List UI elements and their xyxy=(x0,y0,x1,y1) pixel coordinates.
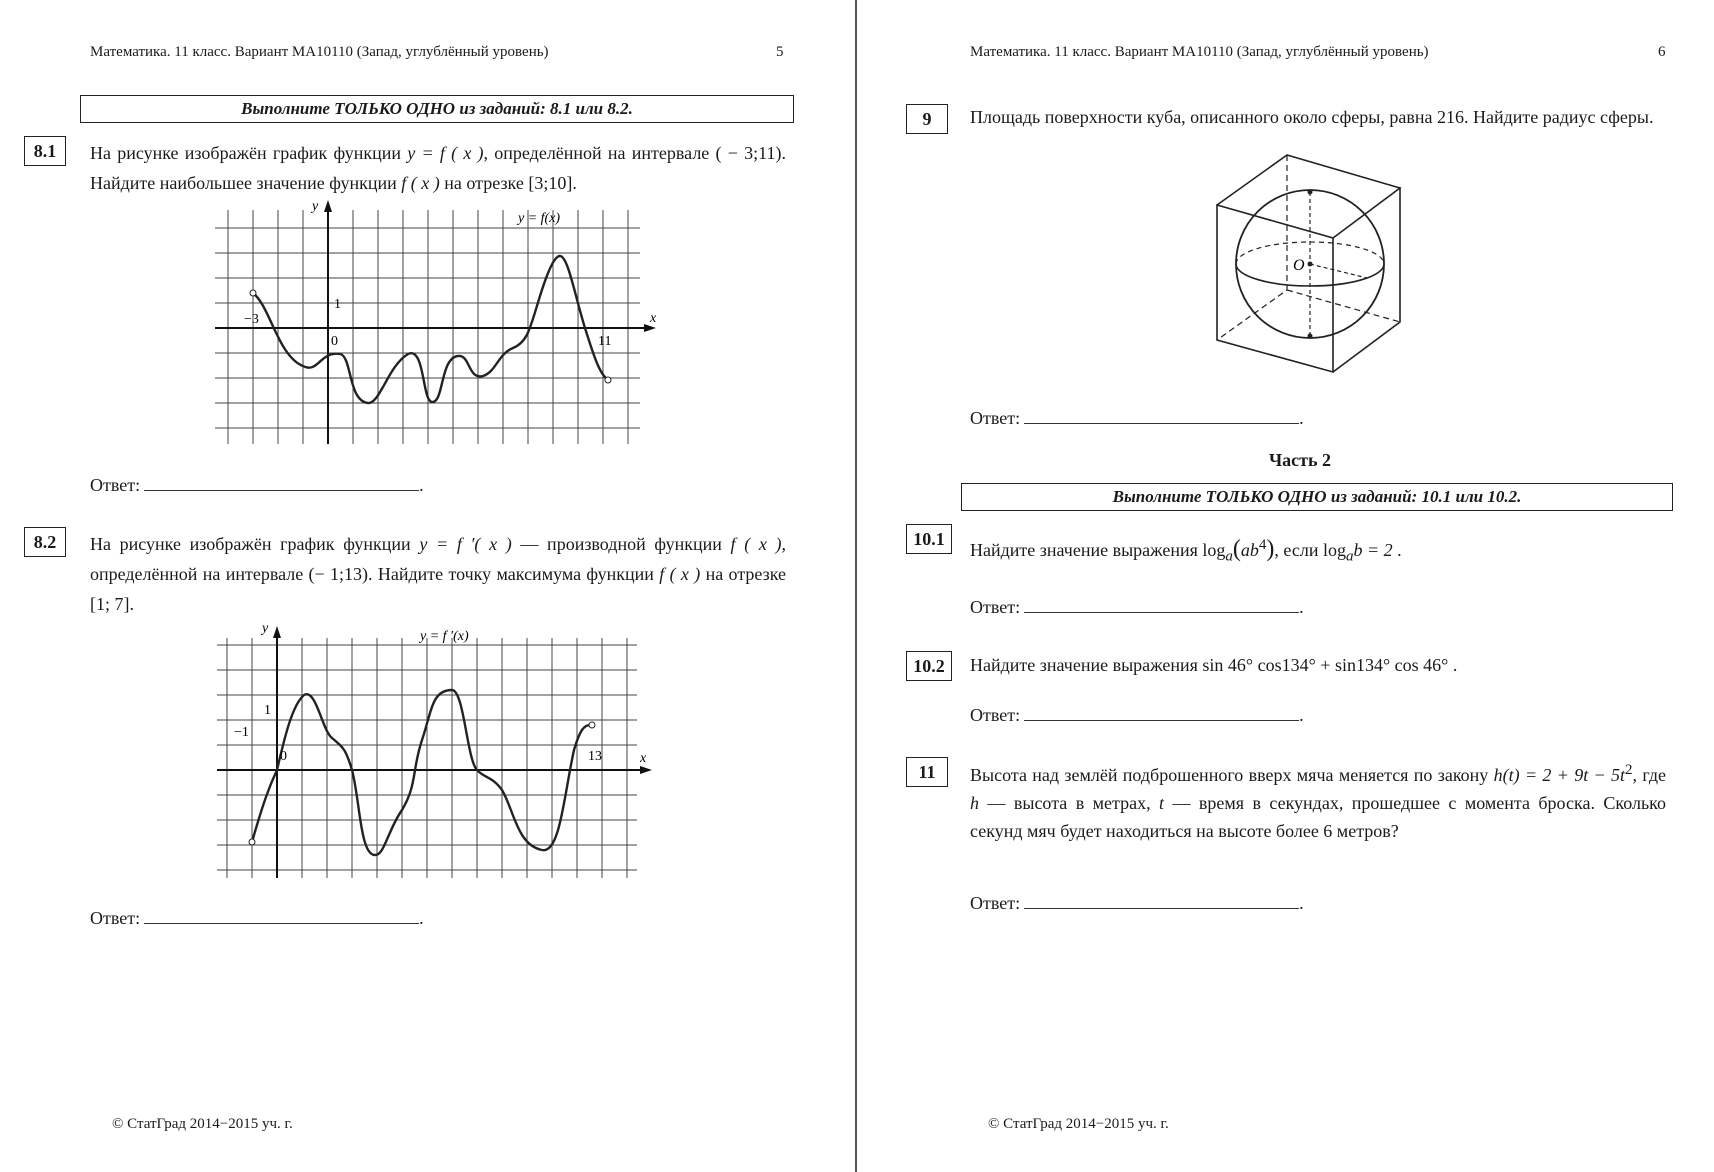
instruction-box: Выполните ТОЛЬКО ОДНО из заданий: 10.1 или 10.2. xyxy=(961,483,1673,511)
text: на отрезке xyxy=(439,173,529,193)
text: . xyxy=(1448,655,1458,675)
answer-10-2 xyxy=(970,702,1304,726)
interval: ( − 3;11) xyxy=(715,143,782,163)
text: . xyxy=(1392,540,1402,560)
cube-sphere-figure xyxy=(1207,150,1427,380)
exponent: 4 xyxy=(1258,537,1267,553)
task-number-10-2: 10.2 xyxy=(906,651,952,681)
text: на отрезке xyxy=(700,564,787,584)
axis-label-x: x xyxy=(640,751,647,766)
text: На рисунке изображён график функции xyxy=(90,143,408,163)
text: . Найдите наибольшее значение функции xyxy=(90,143,786,193)
variable: h xyxy=(970,793,979,813)
formula: y = f ( x ) xyxy=(407,143,484,163)
formula: f ( x ) xyxy=(659,564,701,584)
graph-8-2 xyxy=(212,620,660,882)
answer-label: Ответ: xyxy=(970,597,1021,617)
task-8-1-text xyxy=(90,138,786,198)
task-number-9: 9 xyxy=(906,104,948,134)
tick-label: 0 xyxy=(331,334,338,349)
paren: ) xyxy=(1266,536,1275,562)
text: , где xyxy=(1632,765,1666,785)
tick-label: −1 xyxy=(234,725,249,740)
text: , если xyxy=(1274,540,1323,560)
text: . xyxy=(1299,705,1304,725)
open-endpoint-right xyxy=(589,722,595,728)
answer-label: Ответ: xyxy=(90,908,141,928)
task-10-2-text xyxy=(970,650,1666,680)
answer-10-1 xyxy=(970,594,1304,618)
formula: h(t) = 2 + 9t − 5t xyxy=(1493,765,1626,785)
log: log xyxy=(1322,540,1346,560)
axis-label-y: y xyxy=(312,199,319,214)
right-page xyxy=(857,0,1714,1172)
page-number: 6 xyxy=(1658,44,1666,60)
answer-label: Ответ: xyxy=(90,475,141,495)
formula: f ( x ) xyxy=(730,534,782,554)
text: . xyxy=(419,908,424,928)
answer-11 xyxy=(970,890,1304,914)
hidden-edges xyxy=(1217,155,1400,340)
text: — производной функции xyxy=(511,534,731,554)
answer-field[interactable] xyxy=(144,472,419,491)
text: . xyxy=(1299,408,1304,428)
graph-label: y = f(x) xyxy=(518,211,561,226)
task-number-8-1: 8.1 xyxy=(24,136,66,166)
answer-8-2 xyxy=(90,905,424,929)
text: На рисунке изображён график функции xyxy=(90,534,420,554)
log-base: a xyxy=(1345,548,1354,565)
task-8-2-text xyxy=(90,529,786,619)
segment: [1; 7] xyxy=(90,594,130,614)
derivative-curve xyxy=(252,690,592,855)
log: log xyxy=(1202,540,1226,560)
open-endpoint-left xyxy=(250,290,256,296)
point xyxy=(1308,334,1313,339)
text: — высота в метрах, xyxy=(979,793,1159,813)
task-10-1-text xyxy=(970,530,1666,572)
text: Высота над землёй подброшенного вверх мяча меняется по закону xyxy=(970,765,1494,785)
y-arrow xyxy=(324,200,332,212)
answer-field[interactable] xyxy=(144,905,419,924)
equator-back xyxy=(1236,242,1384,264)
answer-field[interactable] xyxy=(1024,594,1299,613)
text: . xyxy=(1299,597,1304,617)
tick-label: 0 xyxy=(280,749,287,764)
task-number-8-2: 8.2 xyxy=(24,527,66,557)
task-number-10-1: 10.1 xyxy=(906,524,952,554)
axis-label-y: y xyxy=(262,621,269,636)
text: . xyxy=(419,475,424,495)
part-title: Часть 2 xyxy=(1268,450,1332,470)
text: . xyxy=(1299,893,1304,913)
x-arrow xyxy=(640,766,652,774)
tick-label: −3 xyxy=(244,312,259,327)
formula: f ( x ) xyxy=(401,173,440,193)
text: Найдите значение выражения xyxy=(970,540,1203,560)
y-arrow xyxy=(273,626,281,638)
text: — время в секундах, прошедшее с момента броска. Сколько секунд мяч будет находиться на высоте более 6 метров? xyxy=(970,793,1666,841)
tick-label: 13 xyxy=(588,749,602,764)
answer-field[interactable] xyxy=(1024,405,1299,424)
equator-front xyxy=(1236,264,1384,286)
answer-label: Ответ: xyxy=(970,893,1021,913)
text: . xyxy=(572,173,577,193)
page-header: Математика. 11 класс. Вариант МА10110 (Запад, углублённый уровень) xyxy=(970,44,1429,60)
center-label: O xyxy=(1293,257,1305,274)
task-11-text xyxy=(970,756,1666,845)
formula: b = 2 xyxy=(1353,540,1393,560)
center-point xyxy=(1308,262,1313,267)
open-endpoint-right xyxy=(605,377,611,383)
point xyxy=(1308,190,1313,195)
variable: t xyxy=(1159,793,1165,813)
formula: sin 46° cos134° + sin134° cos 46° xyxy=(1202,655,1449,675)
text: . xyxy=(129,594,134,614)
graph-label: y = f ′(x) xyxy=(420,629,469,644)
formula: y = f ′( x ) xyxy=(419,534,512,554)
log-arg: ab xyxy=(1240,540,1259,560)
open-endpoint-left xyxy=(249,839,255,845)
text: . Найдите точку максимума функции xyxy=(368,564,660,584)
page-header: Математика. 11 класс. Вариант МА10110 (Запад, углублённый уровень) xyxy=(90,44,549,60)
paren: ( xyxy=(1232,536,1241,562)
page-number: 5 xyxy=(776,44,784,60)
instruction-box: Выполните ТОЛЬКО ОДНО из заданий: 8.1 или 8.2. xyxy=(80,95,794,123)
footer: © СтатГрад 2014−2015 уч. г. xyxy=(988,1116,1169,1132)
tick-label: 11 xyxy=(598,334,612,349)
tick-label: 1 xyxy=(334,297,341,312)
text: , определённой на интервале xyxy=(483,143,716,163)
text: , определённой на интервале xyxy=(90,534,786,584)
footer: © СтатГрад 2014−2015 уч. г. xyxy=(112,1116,293,1132)
interval: (− 1;13) xyxy=(308,564,369,584)
exponent: 2 xyxy=(1625,762,1633,778)
axis-label-x: x xyxy=(650,311,657,326)
segment: [3;10] xyxy=(528,173,573,193)
answer-field[interactable] xyxy=(1024,890,1299,909)
task-number-11: 11 xyxy=(906,757,948,787)
answer-8-1 xyxy=(90,472,424,496)
answer-label: Ответ: xyxy=(970,705,1021,725)
answer-9 xyxy=(970,405,1304,429)
text: Найдите значение выражения xyxy=(970,655,1203,675)
answer-label: Ответ: xyxy=(970,408,1021,428)
tick-label: 1 xyxy=(264,703,271,718)
answer-field[interactable] xyxy=(1024,702,1299,721)
radius-line xyxy=(1310,264,1367,278)
task-9-text: Площадь поверхности куба, описанного около сферы, равна 216. Найдите радиус сферы. xyxy=(970,107,1654,127)
graph-8-1 xyxy=(200,196,660,448)
log-base: a xyxy=(1225,548,1233,565)
